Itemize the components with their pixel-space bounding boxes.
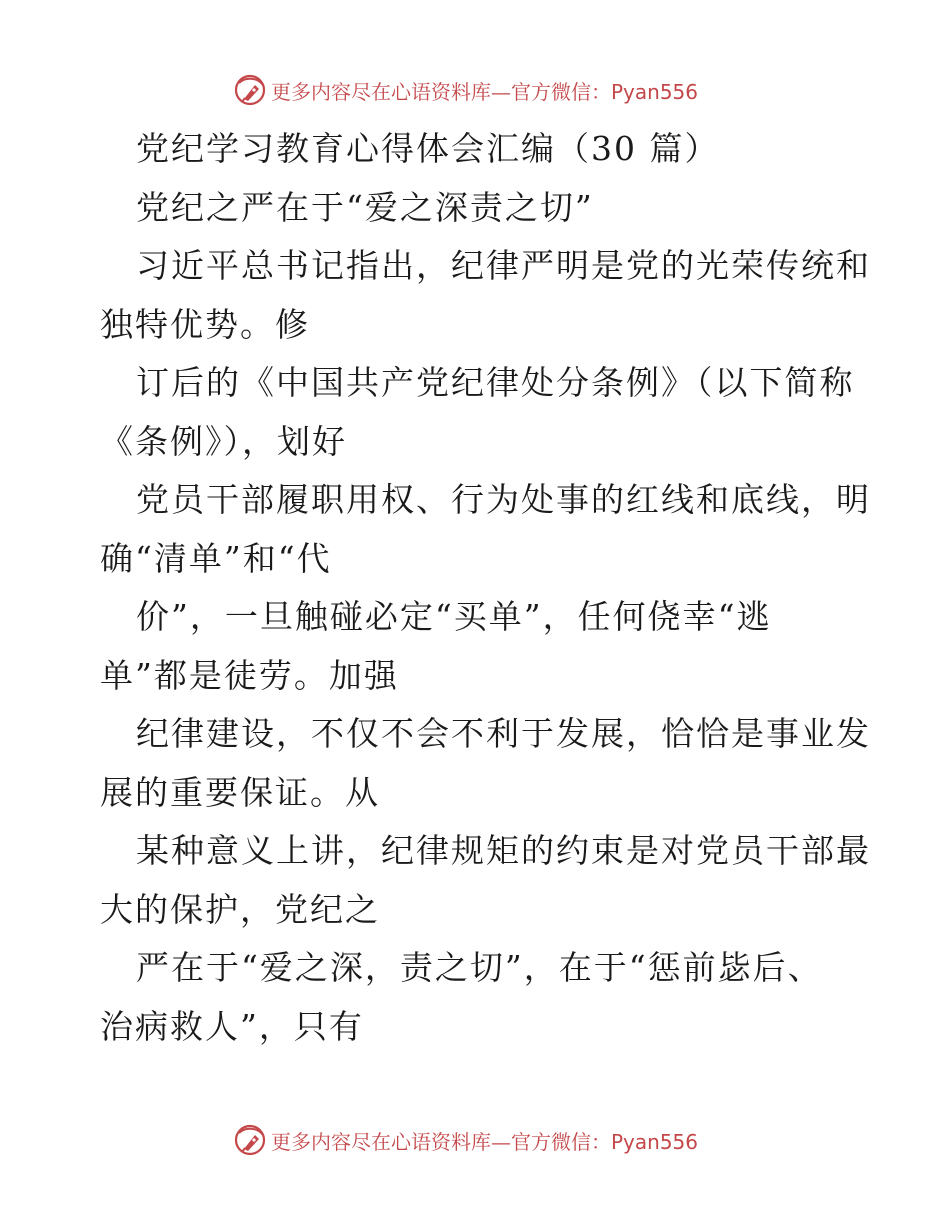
pen-nib-circle-icon: [233, 73, 267, 107]
document-title: 党纪学习教育心得体会汇编（30 篇）: [136, 129, 720, 168]
footer-banner-text: 更多内容尽在心语资料库—官方微信：Pyan556: [271, 1129, 699, 1154]
article-title: 党纪之严在于“爱之深责之切”: [136, 187, 594, 227]
paragraph-line: 党员干部履职用权、行为处事的红线和底线，明: [136, 480, 871, 519]
paragraph-line: 独特优势。修: [100, 304, 310, 344]
paragraph-line: 大的保护，党纪之: [100, 889, 380, 929]
paragraph-line: 纪律建设，不仅不会不利于发展，恰恰是事业发: [136, 714, 871, 753]
paragraph-line: 治病救人”，只有: [100, 1006, 364, 1046]
pen-nib-circle-icon: [233, 1123, 267, 1157]
paragraph-line: 单”都是徒劳。加强: [100, 655, 399, 695]
footer-watermark-banner: [233, 1120, 698, 1160]
footer-wechat-id: Pyan556: [611, 1129, 699, 1154]
paragraph-line: 展的重要保证。从: [100, 772, 380, 812]
header-watermark-banner: [233, 70, 698, 110]
paragraph-line: 严在于“爱之深，责之切”，在于“惩前毖后、: [136, 948, 823, 987]
header-wechat-id: Pyan556: [611, 79, 699, 104]
document-body: [100, 120, 871, 1056]
paragraph-line: 订后的《中国共产党纪律处分条例》（以下简称: [136, 363, 855, 402]
header-banner-text: 更多内容尽在心语资料库—官方微信：Pyan556: [271, 79, 699, 104]
paragraph-line: 确“清单”和“代: [100, 538, 332, 578]
paragraph-line: 价”，一旦触碰必定“买单”，任何侥幸“逃: [136, 597, 772, 636]
paragraph-line: 《条例》），划好: [100, 421, 347, 461]
paragraph-line: 某种意义上讲，纪律规矩的约束是对党员干部最: [136, 831, 871, 870]
paragraph-line: 习近平总书记指出，纪律严明是党的光荣传统和: [136, 246, 871, 285]
